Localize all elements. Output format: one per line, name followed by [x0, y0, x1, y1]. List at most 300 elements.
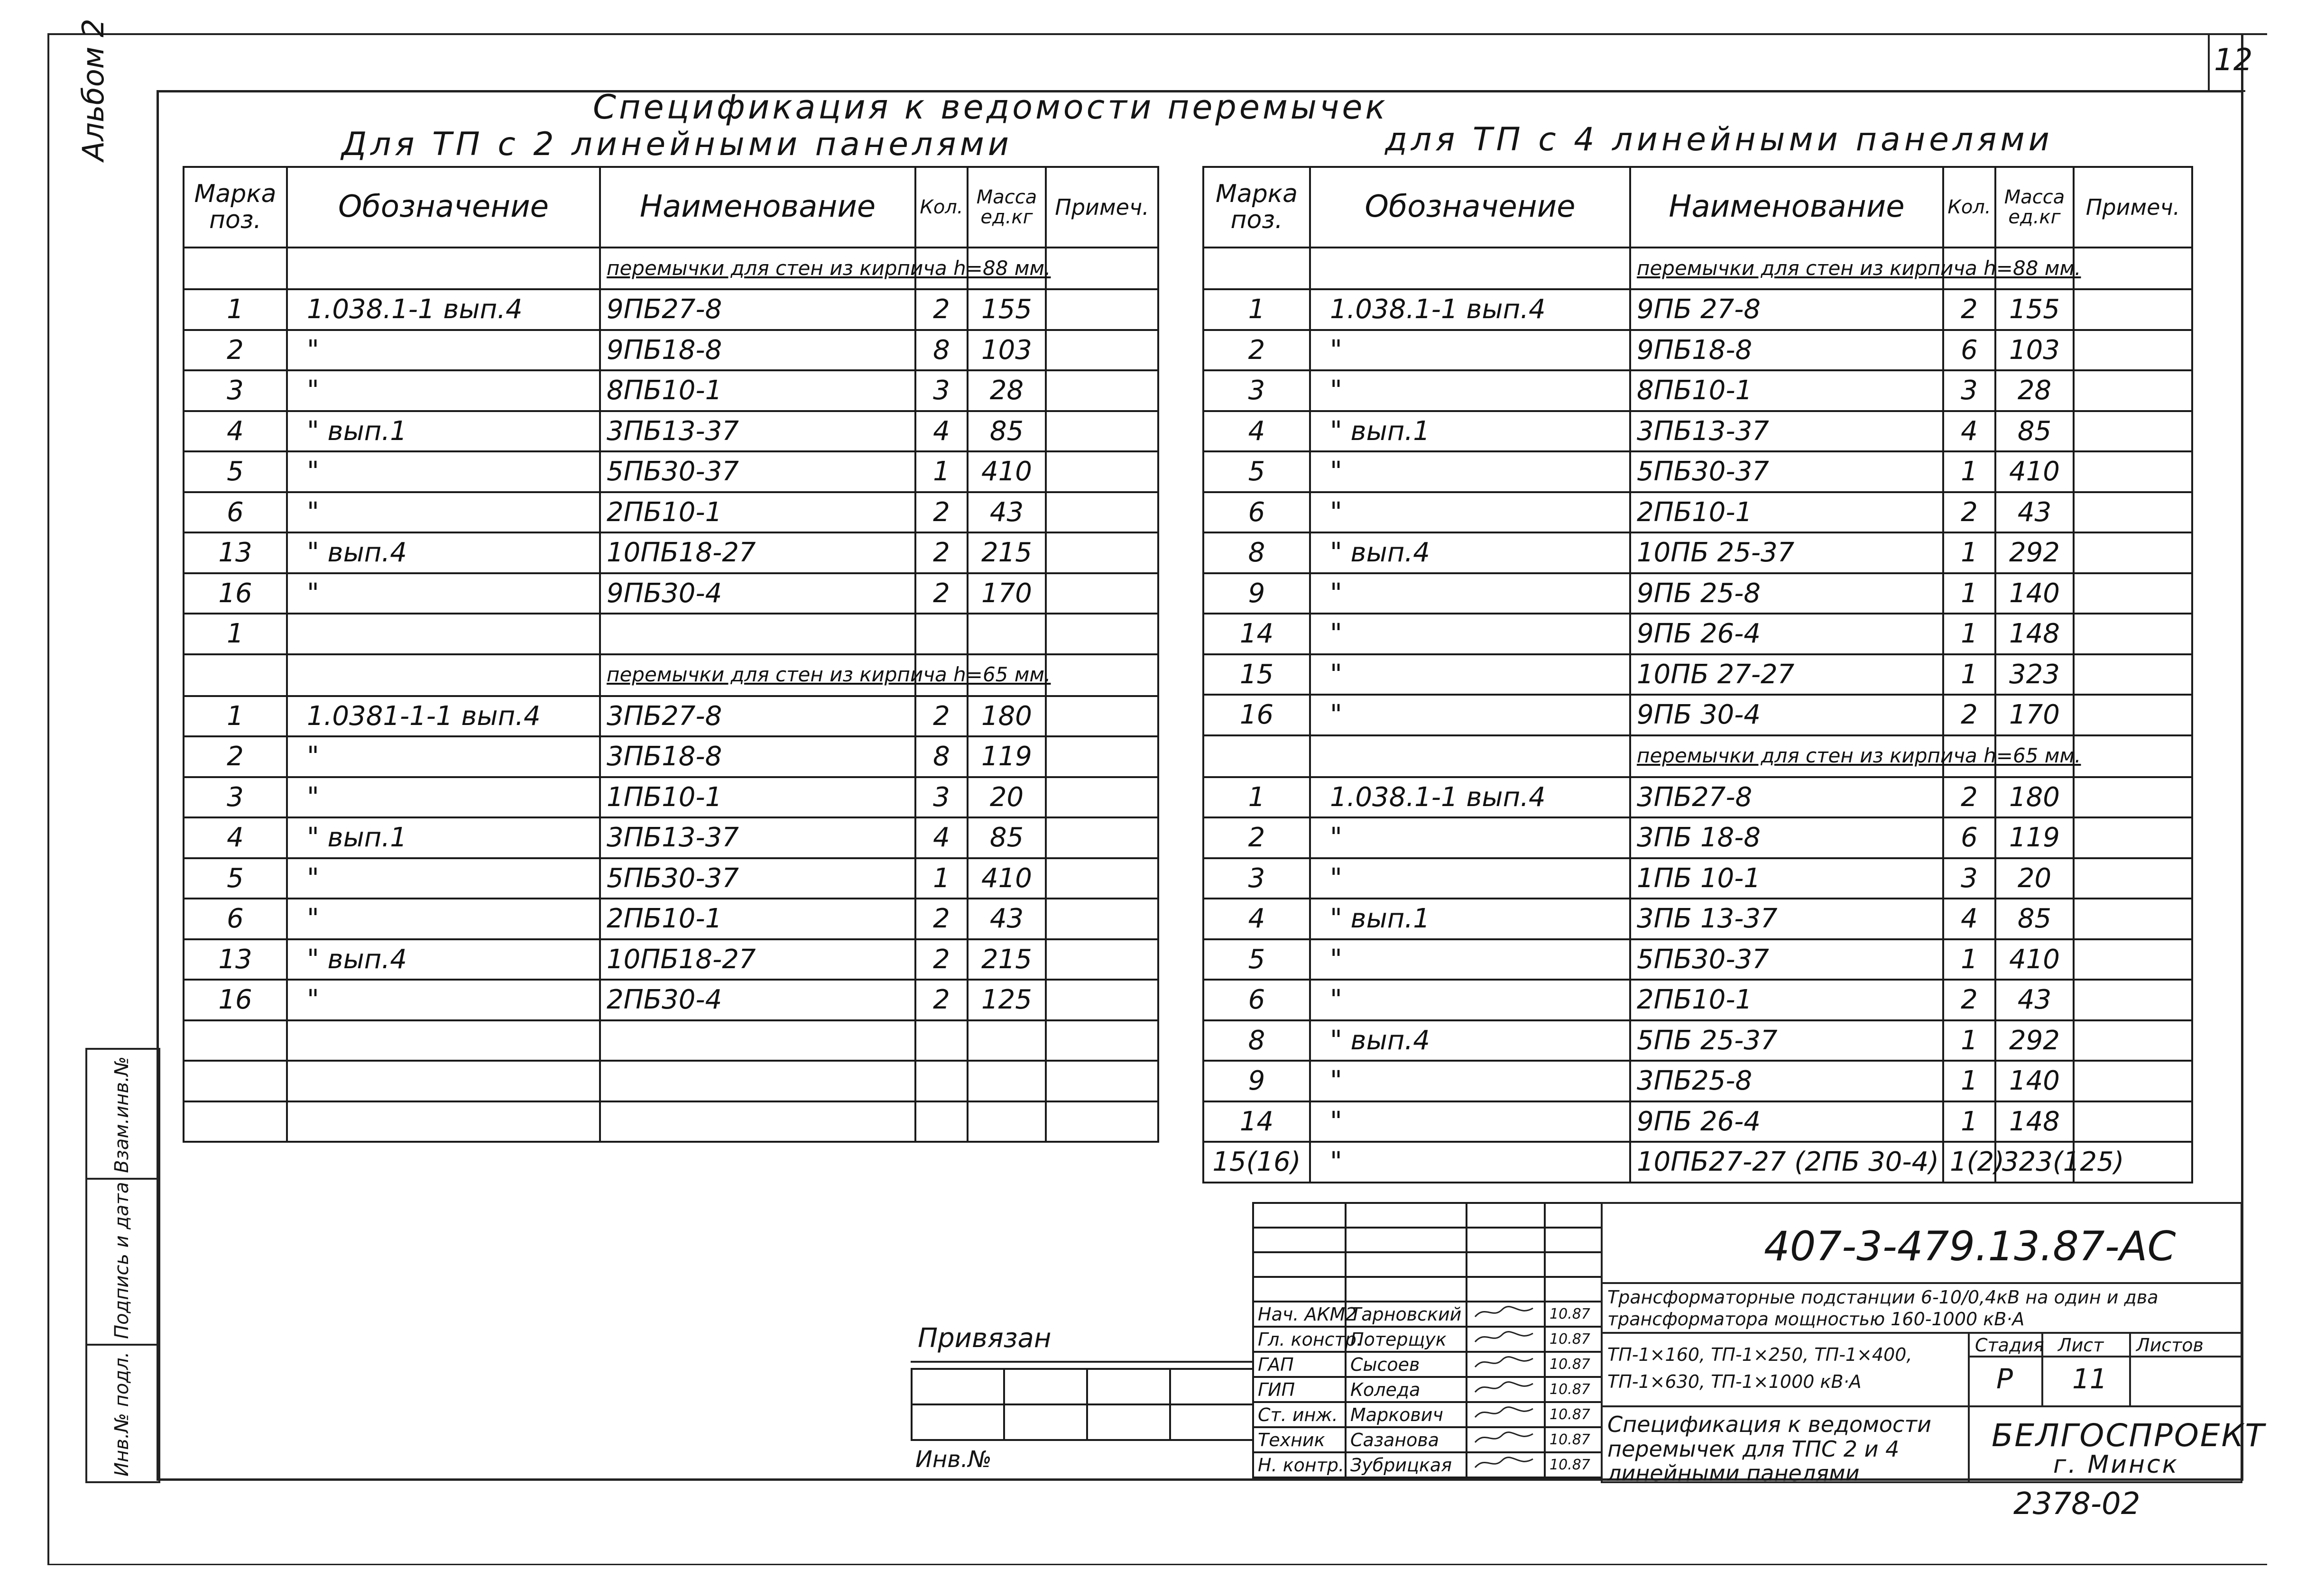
cell-mark: [184, 1061, 287, 1101]
project-variants: ТП-1×160, ТП-1×250, ТП-1×400, ТП-1×630, ТП-1×1000 кВ·А: [1607, 1344, 1912, 1392]
cell-mark: 2: [1203, 330, 1310, 371]
cell-designation: " вып.1: [1310, 411, 1630, 452]
cell-note: [2074, 777, 2192, 818]
cell-mark: [184, 1020, 287, 1061]
table-cell-empty: [1467, 1203, 1545, 1228]
table-row: [184, 1061, 1158, 1101]
table-row: [1203, 1101, 2192, 1142]
cell-note: [2074, 451, 2192, 492]
title-block-row-divider-2: [1603, 1405, 2241, 1407]
cell-name: 3ПБ13-37: [600, 817, 915, 858]
staff-role: ГИП: [1253, 1377, 1346, 1402]
table-row: [1203, 980, 2192, 1020]
cell-name: 3ПБ25-8: [1630, 1061, 1943, 1101]
cell-name: 9ПБ 26-4: [1630, 614, 1943, 654]
table-cell-empty: [184, 248, 287, 289]
table-subheading-row: [1203, 735, 2192, 777]
cell-qty: 2: [1943, 777, 1995, 818]
cell-name: 10ПБ18-27: [600, 939, 915, 980]
cell-name: 10ПБ18-27: [600, 532, 915, 573]
cell-mark: 15: [1203, 654, 1310, 695]
cell-mark: 5: [184, 858, 287, 899]
cell-name: 3ПБ13-37: [600, 411, 915, 452]
cell-designation: ": [287, 370, 600, 411]
cell-mark: 5: [1203, 939, 1310, 980]
cell-name: 9ПБ18-8: [600, 330, 915, 371]
cell-mark: 5: [1203, 451, 1310, 492]
side-stamp-divider-1: [87, 1178, 158, 1180]
table-cell-empty: [1467, 1277, 1545, 1302]
cell-designation: ": [287, 451, 600, 492]
staff-role: Нач. АКМ2: [1253, 1302, 1346, 1327]
staff-empty-row: [1253, 1277, 1602, 1302]
cell-qty: 4: [915, 411, 968, 452]
cell-qty: 1: [1943, 939, 1995, 980]
cell-designation: " вып.1: [287, 817, 600, 858]
table-row: [1203, 451, 2192, 492]
cell-qty: [915, 1020, 968, 1061]
table-cell-empty: [1203, 735, 1310, 777]
table-cell-empty: [1545, 1228, 1602, 1252]
cell-name: 2ПБ10-1: [1630, 492, 1943, 533]
left-spec-table: [183, 166, 1159, 1143]
cell-note: [2074, 1101, 2192, 1142]
table-cell-empty: [184, 654, 287, 696]
cell-mark: 14: [1203, 614, 1310, 654]
right-table-header: [1203, 167, 2192, 248]
cell-designation: ": [1310, 573, 1630, 614]
staff-row: [1253, 1402, 1602, 1427]
cell-mass: 28: [1995, 370, 2074, 411]
cell-name: 1ПБ10-1: [600, 777, 915, 818]
staff-name: Сысоев: [1346, 1352, 1467, 1377]
staff-role: ГАП: [1253, 1352, 1346, 1377]
table-cell-empty: [1046, 654, 1158, 696]
table-row: [184, 532, 1158, 573]
document-title: Спецификация к ведомости перемычек: [593, 88, 1388, 127]
cell-mass: 148: [1995, 1101, 2074, 1142]
cell-name: [600, 614, 915, 654]
staff-date: 10.87: [1545, 1452, 1602, 1477]
cell-qty: 2: [915, 492, 968, 533]
col-header-name: Наименование: [600, 167, 915, 248]
table-cell-empty: [1203, 248, 1310, 289]
cell-qty: 2: [1943, 980, 1995, 1020]
cell-mass: 155: [968, 289, 1046, 330]
stage-col-divider-2: [2129, 1332, 2131, 1405]
cell-qty: 2: [915, 289, 968, 330]
title-block-main: [1601, 1202, 2266, 1486]
cell-mark: 1: [184, 289, 287, 330]
cell-qty: 8: [915, 736, 968, 777]
cell-designation: ": [287, 858, 600, 899]
archive-number: 2378-02: [2013, 1486, 2140, 1522]
cell-qty: 4: [1943, 411, 1995, 452]
staff-name: Маркович: [1346, 1402, 1467, 1427]
cell-designation: ": [287, 777, 600, 818]
side-stamp-inv-orig: Инв.№ подл.: [111, 1351, 133, 1477]
staff-name: Сазанова: [1346, 1427, 1467, 1452]
table-row: [1203, 370, 2192, 411]
cell-designation: ": [287, 492, 600, 533]
table-subheading-row: [1203, 248, 2192, 289]
cell-qty: 1: [1943, 573, 1995, 614]
table-row: [1203, 1020, 2192, 1061]
cell-qty: 1: [1943, 532, 1995, 573]
cell-mark: 2: [184, 736, 287, 777]
staff-role: Техник: [1253, 1427, 1346, 1452]
cell-note: [2074, 492, 2192, 533]
cell-mark: 14: [1203, 1101, 1310, 1142]
cell-mark: 1: [184, 696, 287, 737]
cell-mass: 410: [1995, 939, 2074, 980]
cell-designation: ": [1310, 654, 1630, 695]
cell-qty: 2: [1943, 492, 1995, 533]
cell-qty: 2: [915, 696, 968, 737]
cell-qty: 1: [915, 451, 968, 492]
cell-name: 10ПБ27-27 (2ПБ 30-4): [1630, 1142, 1943, 1183]
staff-row: [1253, 1352, 1602, 1377]
cell-mark: 3: [184, 370, 287, 411]
right-spec-table: [1202, 166, 2193, 1183]
staff-name: Коледа: [1346, 1377, 1467, 1402]
table-row: [1203, 411, 2192, 452]
cell-designation: ": [1310, 980, 1630, 1020]
cell-qty: 3: [1943, 858, 1995, 899]
cell-mass: 180: [968, 696, 1046, 737]
cell-note: [1046, 1061, 1158, 1101]
cell-note: [1046, 492, 1158, 533]
cell-qty: [915, 1101, 968, 1142]
table-row: [1203, 492, 2192, 533]
cell-designation: [287, 1101, 600, 1142]
cell-qty: 3: [915, 370, 968, 411]
cell-name: 9ПБ18-8: [1630, 330, 1943, 371]
table-cell-empty: [1310, 248, 1630, 289]
cell-mass: 292: [1995, 1020, 2074, 1061]
cell-mark: 4: [184, 817, 287, 858]
cell-mass: [968, 1020, 1046, 1061]
cell-designation: ": [1310, 451, 1630, 492]
cell-designation: ": [287, 736, 600, 777]
title-block-staff: [1252, 1202, 1603, 1478]
cell-mass: [968, 1061, 1046, 1101]
cell-note: [2074, 614, 2192, 654]
organization-city: г. Минск: [2053, 1450, 2179, 1479]
staff-row: [1253, 1327, 1602, 1352]
cell-mass: 170: [1995, 695, 2074, 735]
staff-row: [1253, 1452, 1602, 1477]
cell-qty: 4: [1943, 899, 1995, 939]
cell-mark: 2: [1203, 817, 1310, 858]
cell-mass: 410: [1995, 451, 2074, 492]
table-row: [184, 492, 1158, 533]
cell-note: [1046, 777, 1158, 818]
cell-name: 9ПБ27-8: [600, 289, 915, 330]
cell-designation: ": [1310, 858, 1630, 899]
col-header-mark: Марка поз.: [1203, 167, 1310, 248]
cell-note: [2074, 330, 2192, 371]
cell-designation: 1.038.1-1 вып.4: [1310, 289, 1630, 330]
cell-note: [1046, 614, 1158, 654]
cell-qty: 1(2): [1943, 1142, 1995, 1183]
cell-mark: 16: [1203, 695, 1310, 735]
staff-date: 10.87: [1545, 1352, 1602, 1377]
cell-mark: 1: [1203, 289, 1310, 330]
table-subheading: перемычки для стен из кирпича h=65 мм.: [1630, 735, 1943, 777]
cell-note: [2074, 532, 2192, 573]
col-header-name: Наименование: [1630, 167, 1943, 248]
cell-name: 5ПБ 25-37: [1630, 1020, 1943, 1061]
cell-note: [1046, 817, 1158, 858]
staff-date: 10.87: [1545, 1427, 1602, 1452]
sheet-label: Лист: [2058, 1335, 2104, 1356]
table-cell-empty: [1545, 1252, 1602, 1277]
table-row: [1203, 654, 2192, 695]
table-cell-empty: [1545, 1203, 1602, 1228]
cell-name: 2ПБ30-4: [600, 980, 915, 1020]
cell-name: 3ПБ 18-8: [1630, 817, 1943, 858]
table-cell-empty: [287, 248, 600, 289]
cell-mass: 125: [968, 980, 1046, 1020]
bind-area-underline: [911, 1361, 1252, 1363]
table-row: [184, 817, 1158, 858]
cell-designation: ": [287, 899, 600, 939]
cell-note: [2074, 1061, 2192, 1101]
cell-mark: 4: [1203, 899, 1310, 939]
staff-signature: [1467, 1452, 1545, 1477]
table-row: [1203, 899, 2192, 939]
cell-qty: 1: [1943, 1101, 1995, 1142]
cell-designation: ": [1310, 1101, 1630, 1142]
table-cell-empty: [1467, 1228, 1545, 1252]
table-cell-empty: [1346, 1252, 1467, 1277]
cell-mass: 103: [1995, 330, 2074, 371]
table-row: [184, 899, 1158, 939]
col-header-designation: Обозначение: [1310, 167, 1630, 248]
table-cell-empty: [1310, 735, 1630, 777]
cell-designation: ": [287, 980, 600, 1020]
table-cell-empty: [287, 654, 600, 696]
cell-mark: 13: [184, 939, 287, 980]
cell-mark: 15(16): [1203, 1142, 1310, 1183]
sheets-label: Листов: [2136, 1335, 2204, 1356]
cell-name: [600, 1101, 915, 1142]
cell-note: [1046, 1101, 1158, 1142]
table-subheading: перемычки для стен из кирпича h=65 мм.: [600, 654, 915, 696]
stage-value: Р: [1996, 1363, 2013, 1395]
table-cell-empty: [1253, 1228, 1346, 1252]
cell-qty: 2: [1943, 695, 1995, 735]
cell-mass: 43: [1995, 980, 2074, 1020]
cell-designation: ": [1310, 817, 1630, 858]
staff-name: Потерщук: [1346, 1327, 1467, 1352]
table-row: [1203, 777, 2192, 818]
cell-note: [1046, 330, 1158, 371]
table-row: [184, 614, 1158, 654]
sheet-value: 11: [2072, 1363, 2107, 1395]
table-row: [1203, 532, 2192, 573]
cell-name: 3ПБ27-8: [1630, 777, 1943, 818]
cell-designation: [287, 1020, 600, 1061]
cell-note: [2074, 654, 2192, 695]
cell-mark: 8: [1203, 532, 1310, 573]
cell-designation: " вып.4: [1310, 1020, 1630, 1061]
cell-qty: [915, 614, 968, 654]
cell-note: [2074, 573, 2192, 614]
staff-date: 10.87: [1545, 1377, 1602, 1402]
cell-mark: 16: [184, 573, 287, 614]
staff-empty-row: [1253, 1228, 1602, 1252]
cell-note: [1046, 696, 1158, 737]
cell-mass: 323(125): [1995, 1142, 2074, 1183]
table-row: [184, 411, 1158, 452]
cell-mass: 85: [1995, 899, 2074, 939]
table-subheading-row: [184, 248, 1158, 289]
staff-name: Тарновский: [1346, 1302, 1467, 1327]
table-row: [184, 777, 1158, 818]
cell-name: 3ПБ27-8: [600, 696, 915, 737]
cell-designation: ": [287, 573, 600, 614]
cell-qty: 2: [915, 939, 968, 980]
col-header-qty: Кол.: [1943, 167, 1995, 248]
table-cell-empty: [1346, 1277, 1467, 1302]
cell-qty: 2: [915, 532, 968, 573]
staff-empty-row: [1253, 1252, 1602, 1277]
cell-designation: ": [1310, 492, 1630, 533]
cell-qty: 1: [915, 858, 968, 899]
cell-name: 5ПБ30-37: [1630, 939, 1943, 980]
cell-name: 3ПБ 13-37: [1630, 899, 1943, 939]
cell-qty: 6: [1943, 817, 1995, 858]
sheet-border-left: [47, 33, 49, 1565]
table-row: [1203, 573, 2192, 614]
cell-designation: " вып.1: [1310, 899, 1630, 939]
cell-mass: [968, 1101, 1046, 1142]
cell-note: [2074, 817, 2192, 858]
table-cell-empty: [2074, 735, 2192, 777]
cell-mass: 410: [968, 858, 1046, 899]
cell-note: [2074, 1020, 2192, 1061]
cell-mass: 20: [968, 777, 1046, 818]
cell-mass: 43: [968, 492, 1046, 533]
table-cell-empty: [1253, 1252, 1346, 1277]
table-row: [1203, 817, 2192, 858]
cell-designation: 1.038.1-1 вып.4: [287, 289, 600, 330]
cell-name: 5ПБ30-37: [600, 858, 915, 899]
cell-mark: 6: [184, 492, 287, 533]
staff-signature: [1467, 1352, 1545, 1377]
cell-mass: 20: [1995, 858, 2074, 899]
cell-mass: 103: [968, 330, 1046, 371]
organization-name: БЕЛГОСПРОЕКТ: [1992, 1417, 2266, 1454]
stage-header-divider: [1968, 1356, 2241, 1358]
cell-mass: 85: [968, 411, 1046, 452]
staff-table-body: [1253, 1203, 1602, 1477]
cell-mass: 215: [968, 532, 1046, 573]
cell-qty: 3: [1943, 370, 1995, 411]
cell-mass: 215: [968, 939, 1046, 980]
table-row: [184, 939, 1158, 980]
cell-mass: 148: [1995, 614, 2074, 654]
cell-mass: 28: [968, 370, 1046, 411]
cell-qty: 2: [1943, 289, 1995, 330]
cell-mass: 43: [1995, 492, 2074, 533]
col-header-mass: Масса ед.кг: [968, 167, 1046, 248]
cell-mark: 4: [1203, 411, 1310, 452]
table-subheading: перемычки для стен из кирпича h=88 мм.: [600, 248, 915, 289]
cell-qty: 1: [1943, 1020, 1995, 1061]
cell-name: 3ПБ18-8: [600, 736, 915, 777]
table-cell-empty: [1346, 1228, 1467, 1252]
table-row: [1203, 695, 2192, 735]
right-table-body: [1203, 248, 2192, 1183]
cell-name: 8ПБ10-1: [600, 370, 915, 411]
left-table-body: [184, 248, 1158, 1142]
cell-qty: [915, 1061, 968, 1101]
staff-signature: [1467, 1327, 1545, 1352]
cell-mark: 6: [1203, 492, 1310, 533]
staff-role: Гл. констр.: [1253, 1327, 1346, 1352]
col-header-mass: Масса ед.кг: [1995, 167, 2074, 248]
side-stamp-sign-date: Подпись и дата: [111, 1182, 133, 1339]
cell-name: 2ПБ10-1: [600, 899, 915, 939]
side-stamp: [85, 1048, 160, 1483]
cell-mass: [968, 614, 1046, 654]
cell-note: [2074, 980, 2192, 1020]
cell-note: [1046, 899, 1158, 939]
cell-qty: 6: [1943, 330, 1995, 371]
table-row: [184, 330, 1158, 371]
left-table-header: [184, 167, 1158, 248]
table-row: [184, 289, 1158, 330]
cell-name: [600, 1020, 915, 1061]
sheet-border-top: [47, 33, 2267, 35]
cell-mass: 140: [1995, 573, 2074, 614]
cell-name: 9ПБ 30-4: [1630, 695, 1943, 735]
cell-designation: " вып.4: [287, 939, 600, 980]
side-stamp-inv-replace: Взам.инв.№: [111, 1056, 133, 1173]
col-header-mark: Марка поз.: [184, 167, 287, 248]
cell-note: [1046, 573, 1158, 614]
staff-row: [1253, 1427, 1602, 1452]
table-row: [1203, 1061, 2192, 1101]
cell-name: 3ПБ13-37: [1630, 411, 1943, 452]
table-row: [1203, 858, 2192, 899]
cell-designation: [287, 614, 600, 654]
cell-mass: 292: [1995, 532, 2074, 573]
table-row: [184, 736, 1158, 777]
cell-designation: ": [1310, 939, 1630, 980]
cell-name: 10ПБ 25-37: [1630, 532, 1943, 573]
cell-name: 9ПБ 26-4: [1630, 1101, 1943, 1142]
cell-name: 1ПБ 10-1: [1630, 858, 1943, 899]
table-row: [184, 1020, 1158, 1061]
table-cell-empty: [1346, 1203, 1467, 1228]
cell-note: [1046, 939, 1158, 980]
album-label: Альбом 2: [76, 18, 111, 161]
side-stamp-divider-2: [87, 1344, 158, 1346]
table-row: [184, 696, 1158, 737]
staff-signature: [1467, 1427, 1545, 1452]
staff-row: [1253, 1377, 1602, 1402]
staff-date: 10.87: [1545, 1302, 1602, 1327]
bind-area-label: Привязан: [918, 1323, 1052, 1354]
title-block-row-divider-1: [1603, 1332, 2241, 1334]
cell-designation: [287, 1061, 600, 1101]
table-row: [1203, 330, 2192, 371]
cell-name: 2ПБ10-1: [600, 492, 915, 533]
